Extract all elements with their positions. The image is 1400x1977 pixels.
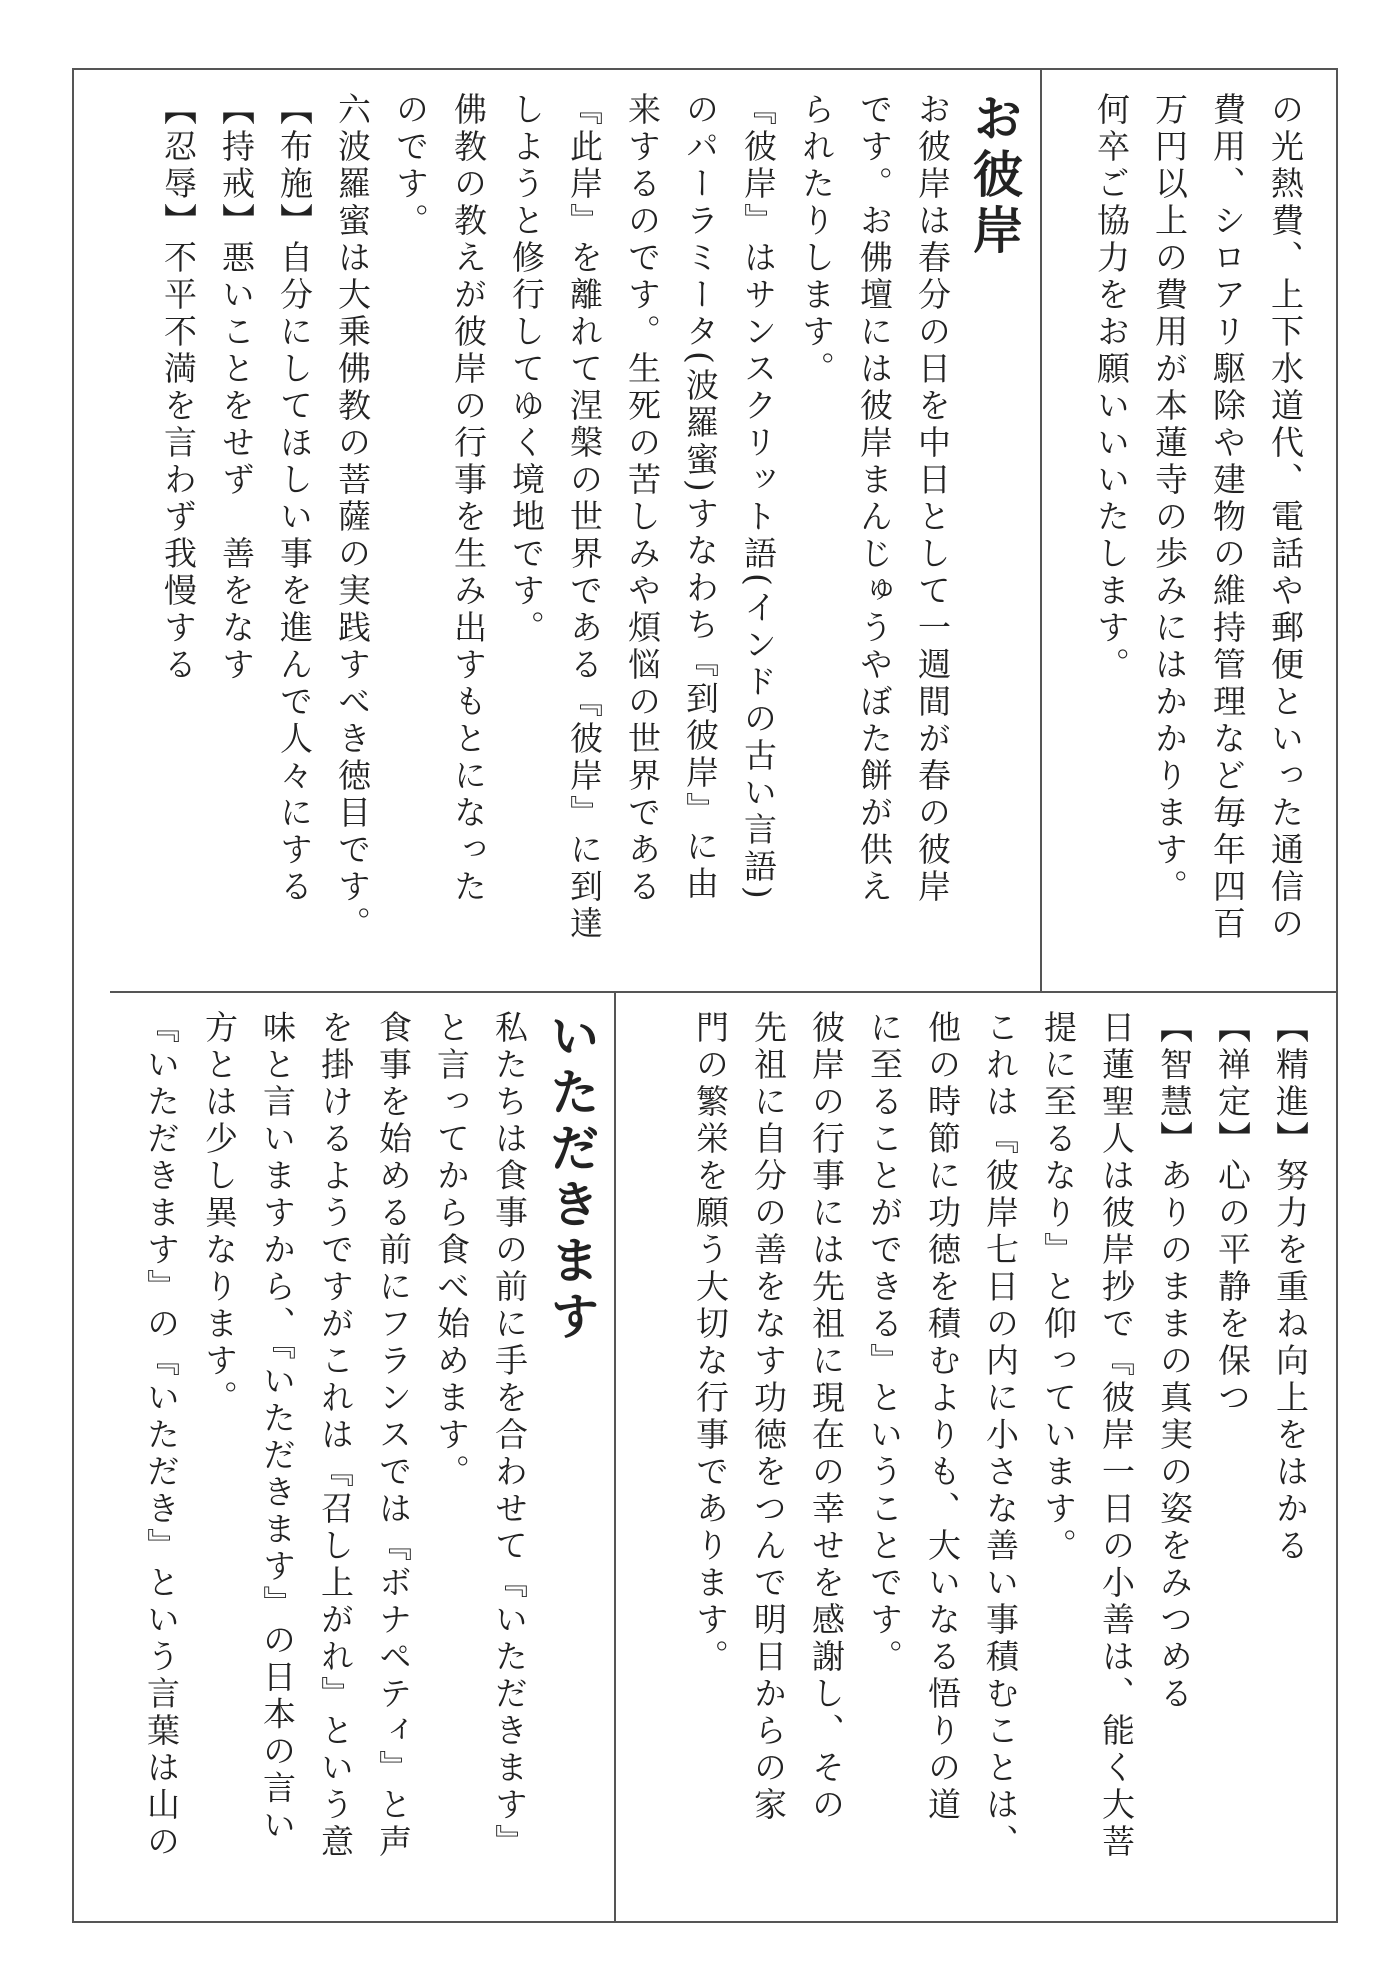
itadakimasu-heading: いただきます xyxy=(542,1010,601,1346)
text-line: これは『彼岸七日の内に小さな善い事積むことは、 xyxy=(981,1010,1020,1861)
text-line: 他の時節に功徳を積むよりも、大いなる悟りの道 xyxy=(923,1010,962,1824)
text-line: 万円以上の費用が本蓮寺の歩みにはかかります。 xyxy=(1150,92,1189,906)
text-line: 提に至るなり』と仰っています。 xyxy=(1039,1010,1078,1565)
top-vertical-divider xyxy=(1040,68,1042,993)
text-line: と言ってから食べ始めます。 xyxy=(432,1010,471,1491)
horizontal-divider xyxy=(110,991,1338,993)
text-line: 『彼岸』はサンスクリット語(インドの古い言語) xyxy=(739,92,778,903)
text-line: のです。 xyxy=(391,92,430,240)
text-line: 【持戒】悪いことをせず 善をなす xyxy=(217,92,256,684)
text-line: られたりします。 xyxy=(797,92,836,388)
text-line: 日蓮聖人は彼岸抄で『彼岸一日の小善は、能く大菩 xyxy=(1097,1010,1136,1861)
text-line: 費用、シロアリ駆除や建物の維持管理など毎年四百 xyxy=(1208,92,1247,943)
text-line: 先祖に自分の善をなす功徳をつんで明日からの家 xyxy=(749,1010,788,1824)
text-line: 方とは少し異なります。 xyxy=(200,1010,239,1417)
bottom-vertical-divider xyxy=(614,991,616,1923)
text-line: に至ることができる』ということです。 xyxy=(865,1010,904,1676)
text-line: の光熱費、上下水道代、電話や郵便といった通信の xyxy=(1266,92,1305,943)
text-line: です。お佛壇には彼岸まんじゅうやぼた餅が供え xyxy=(855,92,894,906)
text-line: 食事を始める前にフランスでは『ボナペティ』と声 xyxy=(374,1010,413,1861)
text-line: 来するのです。生死の苦しみや煩悩の世界である xyxy=(623,92,662,906)
text-line: 私たちは食事の前に手を合わせて『いただきます』 xyxy=(490,1010,529,1861)
text-line: 『此岸』を離れて涅槃の世界である『彼岸』に到達 xyxy=(565,92,604,943)
ohigan-heading: お彼岸 xyxy=(965,92,1024,260)
itadakimasu-section xyxy=(90,1010,610,1910)
text-line: お彼岸は春分の日を中日として一週間が春の彼岸 xyxy=(913,92,952,906)
text-line: 佛教の教えが彼岸の行事を生み出すもとになった xyxy=(449,92,488,906)
text-line: 【精進】努力を重ね向上をはかる xyxy=(1271,1010,1310,1565)
text-line: 彼岸の行事には先祖に現在の幸せを感謝し、その xyxy=(807,1010,846,1824)
text-line: 【忍辱】不平不満を言わず我慢する xyxy=(159,92,198,684)
text-line: 【禅定】心の平静を保つ xyxy=(1213,1010,1252,1417)
text-line: 『いただきます』の『いただき』という言葉は山の xyxy=(142,1010,181,1861)
text-line: しようと修行してゆく境地です。 xyxy=(507,92,546,647)
text-line: を掛けるようですがこれは『召し上がれ』という意 xyxy=(316,1010,355,1861)
text-line: 何卒ご協力をお願いいいたします。 xyxy=(1092,92,1131,684)
text-line: のパーラミータ(波羅蜜)すなわち『到彼岸』に由 xyxy=(681,92,720,903)
text-line: 【智慧】ありのままの真実の姿をみつめる xyxy=(1155,1010,1194,1713)
text-line: 門の繁栄を願う大切な行事であります。 xyxy=(691,1010,730,1676)
bottom-right-panel xyxy=(625,1010,1325,1910)
ohigan-section xyxy=(90,92,1035,982)
text-line: 六波羅蜜は大乗佛教の菩薩の実践すべき徳目です。 xyxy=(333,92,372,943)
top-right-panel xyxy=(1062,92,1320,982)
text-line: 味と言いますから、『いただきます』の日本の言い xyxy=(258,1010,297,1845)
text-line: 【布施】自分にしてほしい事を進んで人々にする xyxy=(275,92,314,906)
